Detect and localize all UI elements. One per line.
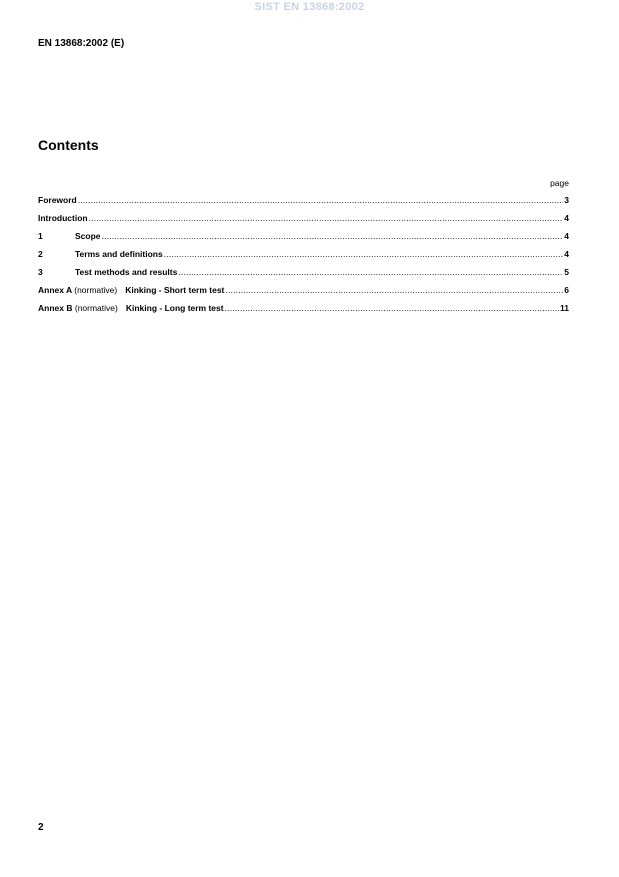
toc-dot-leader — [89, 213, 564, 223]
toc-entry-scope[interactable] — [38, 231, 569, 249]
toc-entry-number: 3 — [38, 267, 43, 277]
toc-entry-page: 3 — [564, 195, 569, 205]
toc-entry-annex-b[interactable] — [38, 303, 569, 321]
toc-dot-leader — [225, 303, 559, 313]
toc-entry-page: 5 — [564, 267, 569, 277]
toc-dot-leader — [102, 231, 564, 241]
toc-dot-leader — [78, 195, 564, 205]
toc-entry-test-methods[interactable] — [38, 267, 569, 285]
document-id-header: EN 13868:2002 (E) — [38, 38, 125, 49]
toc-annex-label — [38, 303, 118, 313]
toc-entry-terms-and-definitions[interactable] — [38, 249, 569, 267]
toc-dot-leader — [164, 249, 564, 259]
contents-heading: Contents — [38, 137, 99, 153]
watermark: SIST EN 13868:2002 — [254, 1, 365, 13]
toc-entry-title: Kinking - Long term test — [125, 303, 224, 313]
toc-entry-title: Introduction — [38, 213, 88, 223]
toc-entry-page: 4 — [564, 249, 569, 259]
toc-entry-title: Scope — [75, 231, 101, 241]
toc-entry-introduction[interactable] — [38, 213, 569, 231]
toc-entry-number: 2 — [38, 249, 43, 259]
annex-type: (normative) — [74, 285, 118, 295]
toc-entry-page: 6 — [564, 285, 569, 295]
toc-dot-leader — [178, 267, 563, 277]
toc-entry-page: 11 — [560, 303, 569, 313]
annex-type: (normative) — [74, 303, 118, 313]
toc-entry-page: 4 — [564, 231, 569, 241]
toc-entry-foreword[interactable] — [38, 195, 569, 213]
toc-entry-title: Terms and definitions — [75, 249, 163, 259]
page-number: 2 — [38, 822, 44, 833]
annex-letter: Annex B — [38, 303, 73, 313]
toc-entry-title: Kinking - Short term test — [125, 285, 225, 295]
table-of-contents — [38, 195, 569, 321]
toc-entry-title: Test methods and results — [75, 267, 178, 277]
toc-dot-leader — [225, 285, 563, 295]
toc-annex-label — [38, 285, 117, 295]
toc-entry-number: 1 — [38, 231, 43, 241]
annex-letter: Annex A — [38, 285, 72, 295]
toc-entry-title: Foreword — [38, 195, 77, 205]
toc-entry-annex-a[interactable] — [38, 285, 569, 303]
page-column-label: page — [550, 178, 569, 188]
toc-entry-page: 4 — [564, 213, 569, 223]
